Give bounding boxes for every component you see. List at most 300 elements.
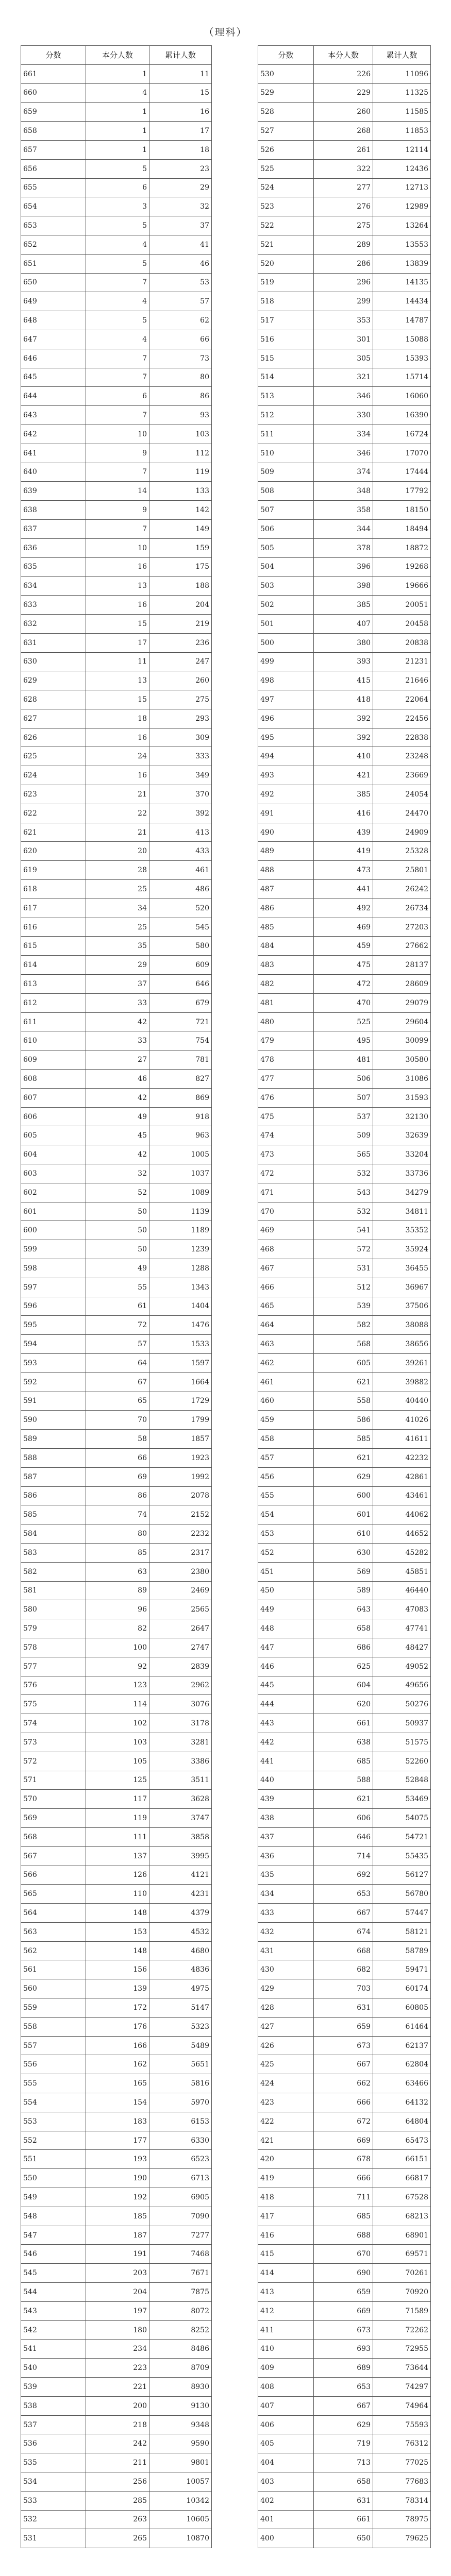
table-row xyxy=(258,2340,431,2359)
cell-score: 637 xyxy=(21,519,86,538)
cell-count: 407 xyxy=(314,614,373,633)
cell-count: 610 xyxy=(314,1524,373,1544)
cell-cumulative: 25801 xyxy=(373,861,431,880)
cell-count: 473 xyxy=(314,861,373,880)
cell-cumulative: 5489 xyxy=(149,2036,212,2055)
cell-cumulative: 56780 xyxy=(373,1885,431,1904)
table-row xyxy=(258,83,431,103)
table-row xyxy=(21,2340,212,2359)
table-row xyxy=(21,387,212,406)
cell-cumulative: 9348 xyxy=(149,2415,212,2434)
cell-count: 346 xyxy=(314,444,373,463)
cell-cumulative: 2152 xyxy=(149,1505,212,1524)
cell-count: 177 xyxy=(86,2131,149,2150)
cell-cumulative: 58121 xyxy=(373,1922,431,1941)
cell-score: 549 xyxy=(21,2188,86,2207)
cell-score: 440 xyxy=(258,1771,314,1790)
cell-score: 548 xyxy=(21,2207,86,2226)
table-row xyxy=(21,2529,212,2548)
cell-score: 600 xyxy=(21,1221,86,1240)
cell-score: 506 xyxy=(258,519,314,538)
cell-count: 74 xyxy=(86,1505,149,1524)
table-row xyxy=(21,425,212,444)
cell-score: 558 xyxy=(21,2017,86,2036)
table-row xyxy=(258,1259,431,1278)
cell-score: 474 xyxy=(258,1126,314,1145)
cell-score: 531 xyxy=(21,2529,86,2548)
cell-count: 187 xyxy=(86,2226,149,2245)
cell-score: 603 xyxy=(21,1164,86,1183)
cell-cumulative: 7090 xyxy=(149,2207,212,2226)
cell-count: 263 xyxy=(86,2510,149,2529)
table-row xyxy=(21,1581,212,1600)
cell-count: 42 xyxy=(86,1012,149,1031)
cell-count: 50 xyxy=(86,1202,149,1221)
cell-score: 638 xyxy=(21,501,86,520)
cell-cumulative: 29079 xyxy=(373,993,431,1012)
cell-score: 468 xyxy=(258,1240,314,1259)
cell-cumulative: 32 xyxy=(149,197,212,216)
cell-cumulative: 33736 xyxy=(373,1164,431,1183)
cell-count: 470 xyxy=(314,993,373,1012)
cell-cumulative: 86 xyxy=(149,387,212,406)
cell-cumulative: 8072 xyxy=(149,2301,212,2320)
cell-score: 418 xyxy=(258,2188,314,2207)
cell-score: 601 xyxy=(21,1202,86,1221)
cell-score: 617 xyxy=(21,899,86,918)
cell-count: 285 xyxy=(86,2491,149,2510)
cell-cumulative: 32130 xyxy=(373,1107,431,1126)
table-row xyxy=(21,577,212,596)
cell-score: 587 xyxy=(21,1467,86,1486)
cell-count: 289 xyxy=(314,235,373,254)
table-row xyxy=(21,1562,212,1581)
table-row xyxy=(258,1505,431,1524)
cell-score: 581 xyxy=(21,1581,86,1600)
cell-score: 553 xyxy=(21,2112,86,2131)
table-row xyxy=(21,178,212,197)
cell-cumulative: 2647 xyxy=(149,1619,212,1638)
cell-count: 653 xyxy=(314,1885,373,1904)
cell-cumulative: 1037 xyxy=(149,1164,212,1183)
table-row xyxy=(258,197,431,216)
cell-cumulative: 754 xyxy=(149,1031,212,1050)
cell-cumulative: 25328 xyxy=(373,842,431,861)
cell-cumulative: 12114 xyxy=(373,140,431,159)
cell-cumulative: 93 xyxy=(149,406,212,425)
cell-cumulative: 14787 xyxy=(373,311,431,330)
cell-count: 92 xyxy=(86,1657,149,1676)
cell-cumulative: 43461 xyxy=(373,1486,431,1505)
cell-cumulative: 46440 xyxy=(373,1581,431,1600)
cell-cumulative: 6713 xyxy=(149,2169,212,2188)
cell-count: 9 xyxy=(86,501,149,520)
cell-score: 461 xyxy=(258,1372,314,1392)
cell-cumulative: 392 xyxy=(149,804,212,823)
cell-count: 50 xyxy=(86,1221,149,1240)
cell-cumulative: 72262 xyxy=(373,2320,431,2340)
table-row xyxy=(21,1733,212,1752)
cell-cumulative: 18872 xyxy=(373,538,431,557)
cell-count: 16 xyxy=(86,557,149,577)
cell-cumulative: 188 xyxy=(149,577,212,596)
cell-cumulative: 66817 xyxy=(373,2169,431,2188)
table-row xyxy=(258,1467,431,1486)
cell-count: 200 xyxy=(86,2396,149,2415)
cell-score: 456 xyxy=(258,1467,314,1486)
table-row xyxy=(21,1392,212,1411)
cell-count: 7 xyxy=(86,463,149,482)
cell-count: 668 xyxy=(314,1941,373,1960)
table-row xyxy=(258,937,431,956)
cell-count: 569 xyxy=(314,1562,373,1581)
table-row xyxy=(258,1202,431,1221)
cell-score: 620 xyxy=(21,842,86,861)
cell-cumulative: 679 xyxy=(149,993,212,1012)
cell-cumulative: 1288 xyxy=(149,1259,212,1278)
cell-count: 256 xyxy=(86,2472,149,2492)
cell-count: 286 xyxy=(314,254,373,273)
table-row xyxy=(21,1524,212,1544)
cell-count: 392 xyxy=(314,728,373,747)
table-row xyxy=(258,1183,431,1202)
cell-score: 658 xyxy=(21,122,86,141)
cell-score: 538 xyxy=(21,2396,86,2415)
table-row xyxy=(258,1904,431,1923)
cell-cumulative: 74964 xyxy=(373,2396,431,2415)
cell-count: 139 xyxy=(86,1979,149,1998)
cell-count: 58 xyxy=(86,1430,149,1449)
table-row xyxy=(21,2415,212,2434)
cell-cumulative: 17792 xyxy=(373,482,431,501)
cell-score: 508 xyxy=(258,482,314,501)
cell-count: 7 xyxy=(86,368,149,387)
table-row xyxy=(21,1790,212,1809)
cell-count: 226 xyxy=(314,64,373,83)
cell-cumulative: 64804 xyxy=(373,2112,431,2131)
cell-count: 658 xyxy=(314,2472,373,2492)
cell-score: 466 xyxy=(258,1278,314,1297)
cell-count: 305 xyxy=(314,349,373,368)
cell-score: 402 xyxy=(258,2491,314,2510)
table-row xyxy=(21,463,212,482)
cell-count: 682 xyxy=(314,1960,373,1979)
table-row xyxy=(21,330,212,349)
cell-cumulative: 66 xyxy=(149,330,212,349)
cell-score: 478 xyxy=(258,1050,314,1070)
cell-count: 439 xyxy=(314,823,373,842)
cell-count: 229 xyxy=(314,83,373,103)
table-row xyxy=(258,1790,431,1809)
cell-count: 344 xyxy=(314,519,373,538)
cell-score: 434 xyxy=(258,1885,314,1904)
cell-count: 89 xyxy=(86,1581,149,1600)
table-row xyxy=(21,1411,212,1430)
header-count: 本分人数 xyxy=(86,46,149,65)
cell-count: 183 xyxy=(86,2112,149,2131)
table-row xyxy=(258,557,431,577)
cell-count: 525 xyxy=(314,1012,373,1031)
cell-cumulative: 5816 xyxy=(149,2074,212,2093)
cell-count: 415 xyxy=(314,671,373,690)
cell-count: 658 xyxy=(314,1619,373,1638)
cell-count: 111 xyxy=(86,1827,149,1846)
cell-score: 457 xyxy=(258,1448,314,1467)
cell-count: 32 xyxy=(86,1164,149,1183)
cell-count: 416 xyxy=(314,804,373,823)
table-row xyxy=(258,1050,431,1070)
cell-cumulative: 20051 xyxy=(373,596,431,615)
cell-cumulative: 77025 xyxy=(373,2453,431,2472)
cell-cumulative: 3995 xyxy=(149,1846,212,1866)
cell-count: 688 xyxy=(314,2226,373,2245)
table-row xyxy=(258,387,431,406)
cell-count: 3 xyxy=(86,197,149,216)
cell-score: 507 xyxy=(258,501,314,520)
table-row xyxy=(258,1714,431,1733)
cell-count: 148 xyxy=(86,1904,149,1923)
cell-cumulative: 30580 xyxy=(373,1050,431,1070)
cell-score: 632 xyxy=(21,614,86,633)
table-row xyxy=(21,1600,212,1619)
table-row xyxy=(258,2434,431,2453)
cell-count: 65 xyxy=(86,1392,149,1411)
table-row xyxy=(258,444,431,463)
cell-count: 119 xyxy=(86,1809,149,1828)
cell-count: 123 xyxy=(86,1676,149,1695)
cell-score: 613 xyxy=(21,975,86,994)
cell-score: 584 xyxy=(21,1524,86,1544)
cell-score: 496 xyxy=(258,709,314,728)
cell-count: 28 xyxy=(86,861,149,880)
cell-count: 650 xyxy=(314,2529,373,2548)
table-row xyxy=(21,1714,212,1733)
cell-score: 484 xyxy=(258,937,314,956)
cell-score: 657 xyxy=(21,140,86,159)
cell-count: 204 xyxy=(86,2283,149,2302)
cell-count: 10 xyxy=(86,425,149,444)
cell-cumulative: 32639 xyxy=(373,1126,431,1145)
cell-count: 507 xyxy=(314,1088,373,1107)
cell-count: 25 xyxy=(86,918,149,937)
cell-cumulative: 333 xyxy=(149,747,212,766)
cell-cumulative: 260 xyxy=(149,671,212,690)
cell-count: 330 xyxy=(314,406,373,425)
table-row xyxy=(258,2188,431,2207)
cell-count: 620 xyxy=(314,1695,373,1714)
cell-count: 685 xyxy=(314,1752,373,1771)
cell-cumulative: 35924 xyxy=(373,1240,431,1259)
cell-score: 585 xyxy=(21,1505,86,1524)
table-row xyxy=(21,1259,212,1278)
cell-count: 322 xyxy=(314,159,373,178)
cell-score: 570 xyxy=(21,1790,86,1809)
cell-score: 537 xyxy=(21,2415,86,2434)
table-row xyxy=(21,311,212,330)
cell-count: 42 xyxy=(86,1145,149,1164)
table-row xyxy=(258,2510,431,2529)
table-row xyxy=(258,1031,431,1050)
table-row xyxy=(21,1904,212,1923)
cell-count: 52 xyxy=(86,1183,149,1202)
table-row xyxy=(258,766,431,785)
cell-cumulative: 78975 xyxy=(373,2510,431,2529)
cell-count: 629 xyxy=(314,2415,373,2434)
cell-cumulative: 5323 xyxy=(149,2017,212,2036)
cell-score: 568 xyxy=(21,1827,86,1846)
cell-count: 185 xyxy=(86,2207,149,2226)
table-row xyxy=(258,2283,431,2302)
cell-cumulative: 72955 xyxy=(373,2340,431,2359)
cell-score: 483 xyxy=(258,956,314,975)
cell-cumulative: 47741 xyxy=(373,1619,431,1638)
cell-score: 652 xyxy=(21,235,86,254)
cell-cumulative: 309 xyxy=(149,728,212,747)
cell-score: 542 xyxy=(21,2320,86,2340)
table-row xyxy=(21,596,212,615)
cell-score: 547 xyxy=(21,2226,86,2245)
cell-score: 488 xyxy=(258,861,314,880)
cell-count: 670 xyxy=(314,2245,373,2264)
cell-cumulative: 38656 xyxy=(373,1335,431,1354)
cell-cumulative: 69571 xyxy=(373,2245,431,2264)
cell-cumulative: 2469 xyxy=(149,1581,212,1600)
cell-cumulative: 50937 xyxy=(373,1714,431,1733)
cell-count: 72 xyxy=(86,1316,149,1335)
table-row xyxy=(21,804,212,823)
cell-count: 7 xyxy=(86,406,149,425)
cell-cumulative: 60174 xyxy=(373,1979,431,1998)
table-row xyxy=(258,1126,431,1145)
table-row xyxy=(258,2055,431,2074)
cell-score: 412 xyxy=(258,2301,314,2320)
cell-cumulative: 44652 xyxy=(373,1524,431,1544)
cell-count: 5 xyxy=(86,254,149,273)
cell-count: 16 xyxy=(86,728,149,747)
table-row xyxy=(258,103,431,122)
cell-score: 625 xyxy=(21,747,86,766)
cell-cumulative: 41026 xyxy=(373,1411,431,1430)
table-row xyxy=(21,2036,212,2055)
cell-cumulative: 12436 xyxy=(373,159,431,178)
cell-score: 458 xyxy=(258,1430,314,1449)
cell-count: 374 xyxy=(314,463,373,482)
table-row xyxy=(258,1657,431,1676)
cell-count: 61 xyxy=(86,1297,149,1316)
cell-count: 419 xyxy=(314,842,373,861)
cell-score: 550 xyxy=(21,2169,86,2188)
table-row xyxy=(21,349,212,368)
cell-cumulative: 18 xyxy=(149,140,212,159)
cell-count: 6 xyxy=(86,387,149,406)
cell-cumulative: 17 xyxy=(149,122,212,141)
cell-cumulative: 9590 xyxy=(149,2434,212,2453)
cell-count: 105 xyxy=(86,1752,149,1771)
table-row xyxy=(21,1998,212,2018)
cell-cumulative: 70920 xyxy=(373,2283,431,2302)
cell-score: 454 xyxy=(258,1505,314,1524)
cell-count: 22 xyxy=(86,804,149,823)
table-row xyxy=(21,993,212,1012)
cell-cumulative: 18150 xyxy=(373,501,431,520)
cell-count: 49 xyxy=(86,1107,149,1126)
cell-cumulative: 9130 xyxy=(149,2396,212,2415)
cell-score: 554 xyxy=(21,2093,86,2112)
cell-score: 616 xyxy=(21,918,86,937)
table-row xyxy=(21,1297,212,1316)
cell-count: 643 xyxy=(314,1600,373,1619)
cell-score: 582 xyxy=(21,1562,86,1581)
page-title: （理科） xyxy=(204,27,247,38)
cell-score: 430 xyxy=(258,1960,314,1979)
cell-cumulative: 27662 xyxy=(373,937,431,956)
cell-score: 648 xyxy=(21,311,86,330)
table-row xyxy=(258,1979,431,1998)
table-row xyxy=(258,1524,431,1544)
cell-cumulative: 10057 xyxy=(149,2472,212,2492)
cell-score: 409 xyxy=(258,2359,314,2378)
table-row xyxy=(258,1335,431,1354)
cell-score: 645 xyxy=(21,368,86,387)
table-row xyxy=(21,2226,212,2245)
table-row xyxy=(21,1202,212,1221)
cell-count: 5 xyxy=(86,311,149,330)
cell-score: 626 xyxy=(21,728,86,747)
cell-count: 242 xyxy=(86,2434,149,2453)
cell-cumulative: 918 xyxy=(149,1107,212,1126)
cell-score: 487 xyxy=(258,880,314,899)
table-row xyxy=(258,1752,431,1771)
cell-score: 415 xyxy=(258,2245,314,2264)
score-table-right xyxy=(258,45,431,2548)
cell-cumulative: 62137 xyxy=(373,2036,431,2055)
cell-cumulative: 2747 xyxy=(149,1638,212,1657)
cell-score: 514 xyxy=(258,368,314,387)
cell-count: 125 xyxy=(86,1771,149,1790)
cell-count: 469 xyxy=(314,918,373,937)
cell-cumulative: 62804 xyxy=(373,2055,431,2074)
cell-cumulative: 3747 xyxy=(149,1809,212,1828)
cell-score: 596 xyxy=(21,1297,86,1316)
table-row xyxy=(21,2150,212,2169)
cell-count: 15 xyxy=(86,690,149,709)
cell-cumulative: 61464 xyxy=(373,2017,431,2036)
cell-count: 667 xyxy=(314,2396,373,2415)
cell-score: 551 xyxy=(21,2150,86,2169)
table-row xyxy=(21,254,212,273)
table-row xyxy=(258,747,431,766)
cell-score: 618 xyxy=(21,880,86,899)
table-row xyxy=(258,1411,431,1430)
cell-cumulative: 4121 xyxy=(149,1866,212,1885)
cell-score: 408 xyxy=(258,2378,314,2397)
cell-cumulative: 41611 xyxy=(373,1430,431,1449)
table-row xyxy=(21,1240,212,1259)
table-row xyxy=(21,880,212,899)
cell-count: 7 xyxy=(86,519,149,538)
table-row xyxy=(21,1145,212,1164)
cell-count: 69 xyxy=(86,1467,149,1486)
cell-cumulative: 75593 xyxy=(373,2415,431,2434)
cell-cumulative: 29 xyxy=(149,178,212,197)
cell-count: 37 xyxy=(86,975,149,994)
table-row xyxy=(258,2245,431,2264)
table-row xyxy=(258,1448,431,1467)
table-row xyxy=(258,2017,431,2036)
cell-count: 276 xyxy=(314,197,373,216)
table-row xyxy=(258,823,431,842)
cell-count: 203 xyxy=(86,2264,149,2283)
